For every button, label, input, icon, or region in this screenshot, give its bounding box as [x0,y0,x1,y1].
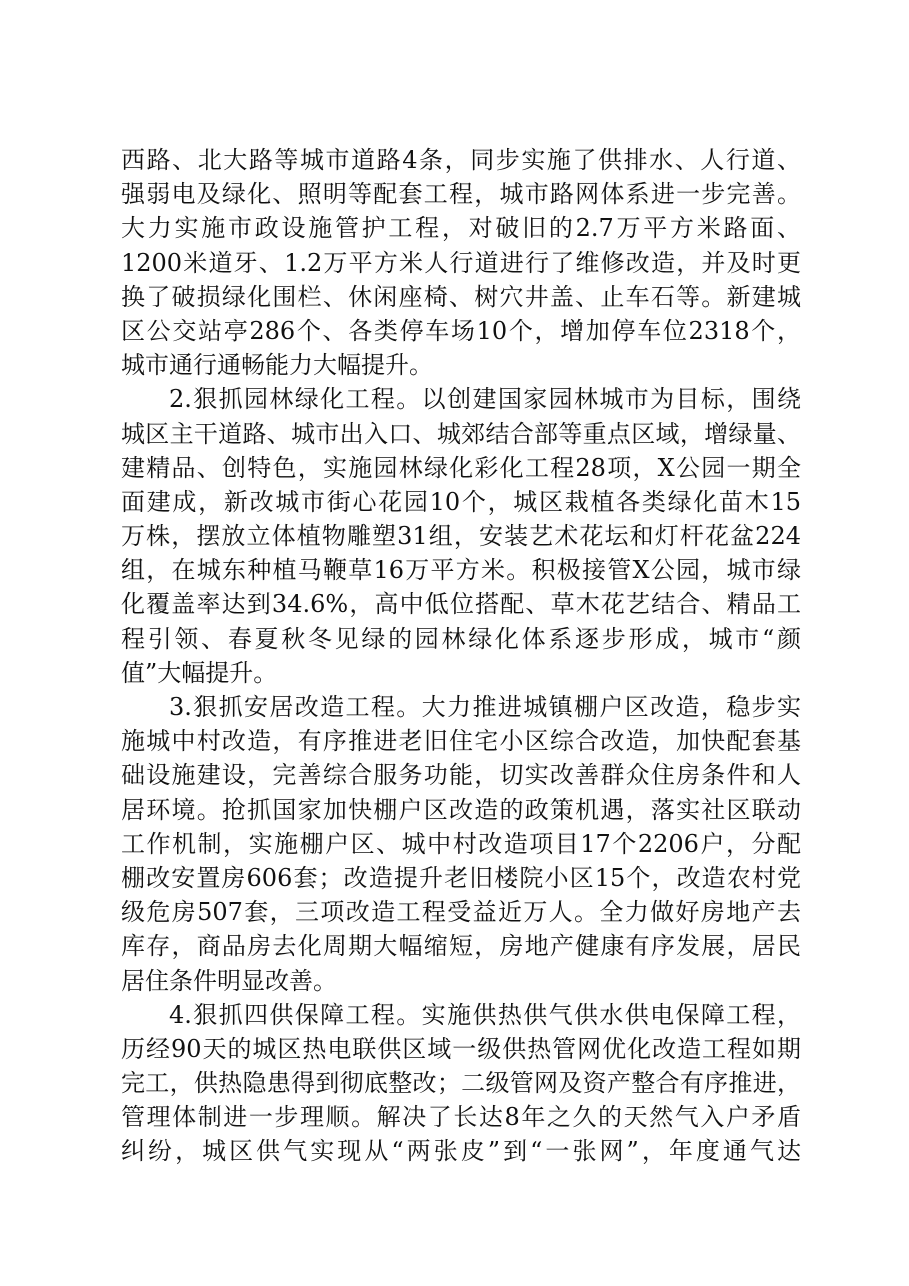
text-line: 1200米道牙、1.2万平方米人行道进行了维修改造，并及时更 [121,248,801,277]
text-line: 纠纷，城区供气实现从“两张皮”到“一张网”，年度通气达 [121,1137,801,1166]
text-line: 值”大幅提升。 [121,658,278,687]
text-line: 程引领、春夏秋冬见绿的园林绿化体系逐步形成，城市“颜 [121,624,801,653]
text-line: 面建成，新改城市街心花园10个，城区栽植各类绿化苗木15 [121,487,801,516]
text-line: 换了破损绿化围栏、休闲座椅、树穴井盖、止车石等。新建城 [121,282,801,311]
text-line: 库存，商品房去化周期大幅缩短，房地产健康有序发展，居民 [121,932,801,961]
paragraph-first-line: 4.狠抓四供保障工程。实施供热供气供水供电保障工程， [169,1000,801,1029]
document-body [121,143,801,1169]
text-line: 完工，供热隐患得到彻底整改；二级管网及资产整合有序推进， [121,1069,801,1098]
paragraph-first-line: 3.狠抓安居改造工程。大力推进城镇棚户区改造，稳步实 [169,693,801,721]
text-line: 管理体制进一步理顺。解决了长达8年之久的天然气入户矛盾 [121,1103,801,1132]
text-line: 施城中村改造，有序推进老旧住宅小区综合改造，加快配套基 [121,727,801,756]
text-line: 西路、北大路等城市道路4条，同步实施了供排水、人行道、 [121,146,801,174]
text-line: 万株，摆放立体植物雕塑31组，安装艺术花坛和灯杆花盆224 [121,522,801,551]
text-line: 城市通行通畅能力大幅提升。 [121,351,433,380]
text-line: 建精品、创特色，实施园林绿化彩化工程28项，X公园一期全 [121,453,801,482]
text-line: 化覆盖率达到34.6%，高中低位搭配、草木花艺结合、精品工 [121,590,801,619]
paragraph-first-line: 2.狠抓园林绿化工程。以创建国家园林城市为目标，围绕 [169,385,801,414]
text-line: 棚改安置房606套；改造提升老旧楼院小区15个，改造农村党 [121,863,801,892]
text-line: 级危房507套，三项改造工程受益近万人。全力做好房地产去 [121,898,801,927]
text-line: 历经90天的城区热电联供区域一级供热管网优化改造工程如期 [121,1034,801,1063]
text-line: 工作机制，实施棚户区、城中村改造项目17个2206户，分配 [121,829,801,858]
text-line: 居环境。抢抓国家加快棚户区改造的政策机遇，落实社区联动 [121,795,801,824]
text-line: 础设施建设，完善综合服务功能，切实改善群众住房条件和人 [121,761,801,790]
text-line: 居住条件明显改善。 [121,966,337,995]
text-line: 大力实施市政设施管护工程，对破旧的2.7万平方米路面、 [121,214,801,243]
text-line: 强弱电及绿化、照明等配套工程，城市路网体系进一步完善。 [121,180,801,209]
text-line: 城区主干道路、城市出入口、城郊结合部等重点区域，增绿量、 [121,419,801,448]
text-line: 区公交站亭286个、各类停车场10个，增加停车位2318个， [121,316,801,345]
text-line: 组，在城东种植马鞭草16万平方米。积极接管X公园，城市绿 [121,556,801,585]
